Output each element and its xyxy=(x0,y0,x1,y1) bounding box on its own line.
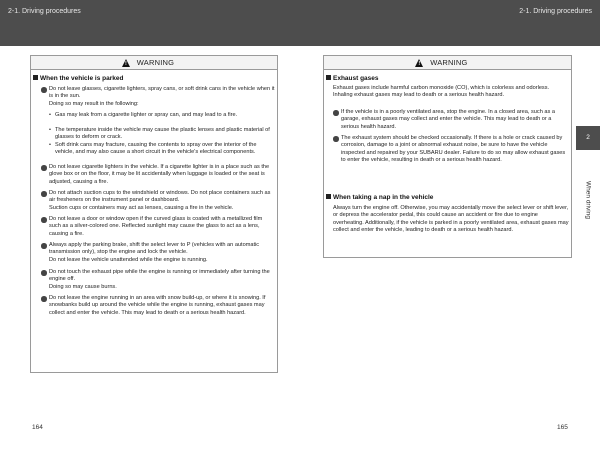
warning-item: Always apply the parking brake, shift the select lever to P (vehicles with an automatic transmission only), stop the engine and lock the vehicle. xyxy=(49,242,275,257)
chapter-label-text: When driving xyxy=(584,181,592,219)
warning-item: Do not touch the exhaust pipe while the engine is running or immediately after turning the engine off. xyxy=(49,269,275,284)
warning-item: The exhaust system should be checked occasionally. If there is a hole or crack caused by corrosion, damage to a joint or abnormal exhaust noise, be sure to have the vehicle inspected and repaired by your SUBARU dealer. Failure to do so may allow exhaust gases to enter the vehicle, resulting in death or a serious health hazard. xyxy=(341,135,569,165)
warning-subitem: • Soft drink cans may fracture, causing the contents to spray over the interior of the vehicle, and may also cause a short circuit in the vehicle's electrical components. xyxy=(49,141,257,155)
section-heading-text: When taking a nap in the vehicle xyxy=(333,194,434,201)
chapter-label xyxy=(576,170,600,230)
chapter-tab[interactable]: 2 xyxy=(576,126,600,150)
header-left-title: 2-1. Driving procedures xyxy=(8,8,81,15)
round-bullet-icon xyxy=(333,136,339,142)
warning-title: WARNING xyxy=(136,58,175,67)
round-bullet-icon xyxy=(41,191,47,197)
warning-item: Do not leave a door or window open if the curved glass is coated with a metallized film such as a silver-colored one. Reflected sunlight may cause the glass to act as a lens, causing a fire. xyxy=(49,216,275,238)
round-bullet-icon xyxy=(41,243,47,249)
square-bullet-icon xyxy=(326,194,331,199)
warning-item: Do not attach suction cups to the windshield or windows. Do not place containers such as air fresheners on the instrument panel or dashboard. xyxy=(49,190,275,205)
section-heading xyxy=(326,194,433,201)
page-number-left: 164 xyxy=(32,424,43,431)
round-bullet-icon xyxy=(333,110,339,116)
page-header-bar xyxy=(0,0,600,46)
section-heading xyxy=(33,75,123,82)
warning-subitem: • Gas may leak from a cigarette lighter or spray can, and may lead to a fire. xyxy=(49,112,238,118)
warning-title: WARNING xyxy=(430,58,468,67)
warning-note: Doing so may cause burns. xyxy=(49,283,117,290)
warning-note: Doing so may result in the following: xyxy=(49,100,139,107)
page-number-right: 165 xyxy=(557,424,568,431)
section-body: Always turn the engine off. Otherwise, you may accidentally move the select lever or shift lever, or depress the accelerator pedal, this could cause an accident or fire due to engine overheating. Additionally, if the vehicle is parked in a poorly ventilated area, exhaust gases may collect and enter the vehicle, leading to death or a serious health hazard. xyxy=(333,205,569,234)
round-bullet-icon xyxy=(41,296,47,302)
header-right-title: 2-1. Driving procedures xyxy=(519,8,592,15)
square-bullet-icon xyxy=(326,75,331,80)
square-bullet-icon xyxy=(33,75,38,80)
warning-triangle-icon: ! xyxy=(122,59,130,67)
warning-item: Do not leave glasses, cigarette lighters, spray cans, or soft drink cans in the vehicle when it is in the sun. xyxy=(49,86,275,101)
section-heading xyxy=(326,75,379,82)
section-heading-text: When the vehicle is parked xyxy=(40,75,124,82)
round-bullet-icon xyxy=(41,165,47,171)
warning-note: Suction cups or containers may act as lenses, causing a fire in the vehicle. xyxy=(49,204,234,211)
warning-triangle-icon: ! xyxy=(415,59,423,67)
warning-title-bar xyxy=(324,56,571,70)
warning-title-bar xyxy=(31,56,277,70)
round-bullet-icon xyxy=(41,87,47,93)
warning-subitem: • The temperature inside the vehicle may cause the plastic lenses and plastic material of glasses to deform or crack. xyxy=(49,126,270,141)
warning-item: Do not leave the engine running in an area with snow build-up, or where it is snowing. If snowbanks build up around the vehicle while the engine is running, exhaust gases may collect and enter the vehicle. This may lead to death or a serious health hazard. xyxy=(49,295,275,317)
warning-box-right xyxy=(323,55,572,258)
warning-item: If the vehicle is in a poorly ventilated area, stop the engine. In a closed area, such as a garage, exhaust gases may collect and enter the vehicle. This may lead to death or a serious health hazard. xyxy=(341,109,569,131)
warning-item: Do not leave cigarette lighters in the vehicle. If a cigarette lighter is in a place such as the glove box or on the floor, it may be lit accidentally when luggage is loaded or the seat is adjusted, causing a fire. xyxy=(49,164,275,186)
section-heading-text: Exhaust gases xyxy=(333,75,379,82)
warning-box-left xyxy=(30,55,278,373)
round-bullet-icon xyxy=(41,217,47,223)
section-intro: Exhaust gases include harmful carbon monoxide (CO), which is colorless and odorless. Inhaling exhaust gases may lead to death or a serious health hazard. xyxy=(333,85,550,99)
warning-note: Do not leave the vehicle unattended while the engine is running. xyxy=(49,256,208,263)
round-bullet-icon xyxy=(41,270,47,276)
